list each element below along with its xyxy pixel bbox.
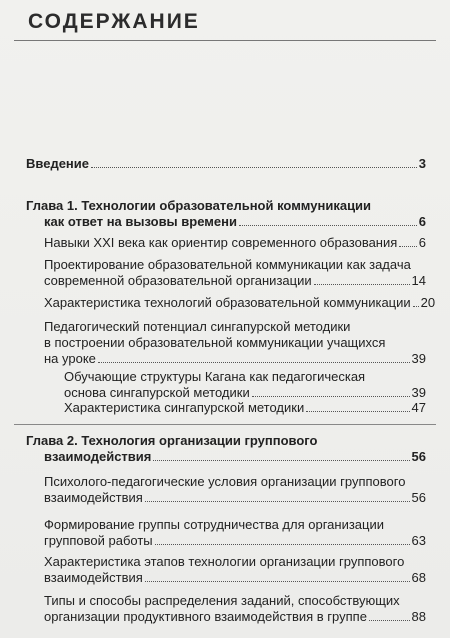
toc-entry-subsection-1-4-2[interactable]: Характеристика сингапурской методики 47 bbox=[64, 400, 426, 415]
toc-entry-section-2-4[interactable]: Типы и способы распределения заданий, способствующих организации продуктивного взаимодействия в группе 88 bbox=[44, 593, 426, 624]
toc-entry-section-1-1[interactable]: Навыки XXI века как ориентир современного образования 6 bbox=[44, 235, 426, 250]
toc-entry-chapter-2[interactable]: Глава 2. Технология организации группового взаимодействия 56 bbox=[26, 433, 426, 464]
toc-entry-section-1-2[interactable]: Проектирование образовательной коммуникации как задача современной образовательной организации 14 bbox=[44, 257, 426, 288]
toc-entry-section-2-3[interactable]: Характеристика этапов технологии организации группового взаимодействия 68 bbox=[44, 554, 426, 585]
toc-entry-intro[interactable]: Введение 3 bbox=[26, 156, 426, 171]
toc-entry-section-1-4[interactable]: Педагогический потенциал сингапурской методики в построении образовательной коммуникации учащихся на уроке 39 bbox=[44, 319, 426, 366]
toc-entry-section-2-1[interactable]: Психолого-педагогические условия организации группового взаимодействия 56 bbox=[44, 474, 426, 505]
page-title: СОДЕРЖАНИЕ bbox=[28, 10, 200, 33]
toc-entry-subsection-1-4-1[interactable]: Обучающие структуры Кагана как педагогическая основа сингапурской методики 39 bbox=[64, 369, 426, 400]
toc-entry-section-1-3[interactable]: Характеристика технологий образовательной коммуникации 20 bbox=[44, 295, 436, 310]
toc-entry-chapter-1[interactable]: Глава 1. Технологии образовательной коммуникации как ответ на вызовы времени 6 bbox=[26, 198, 426, 229]
toc-entry-section-2-2[interactable]: Формирование группы сотрудничества для организации групповой работы 63 bbox=[44, 517, 426, 548]
chapter-divider bbox=[14, 424, 436, 425]
